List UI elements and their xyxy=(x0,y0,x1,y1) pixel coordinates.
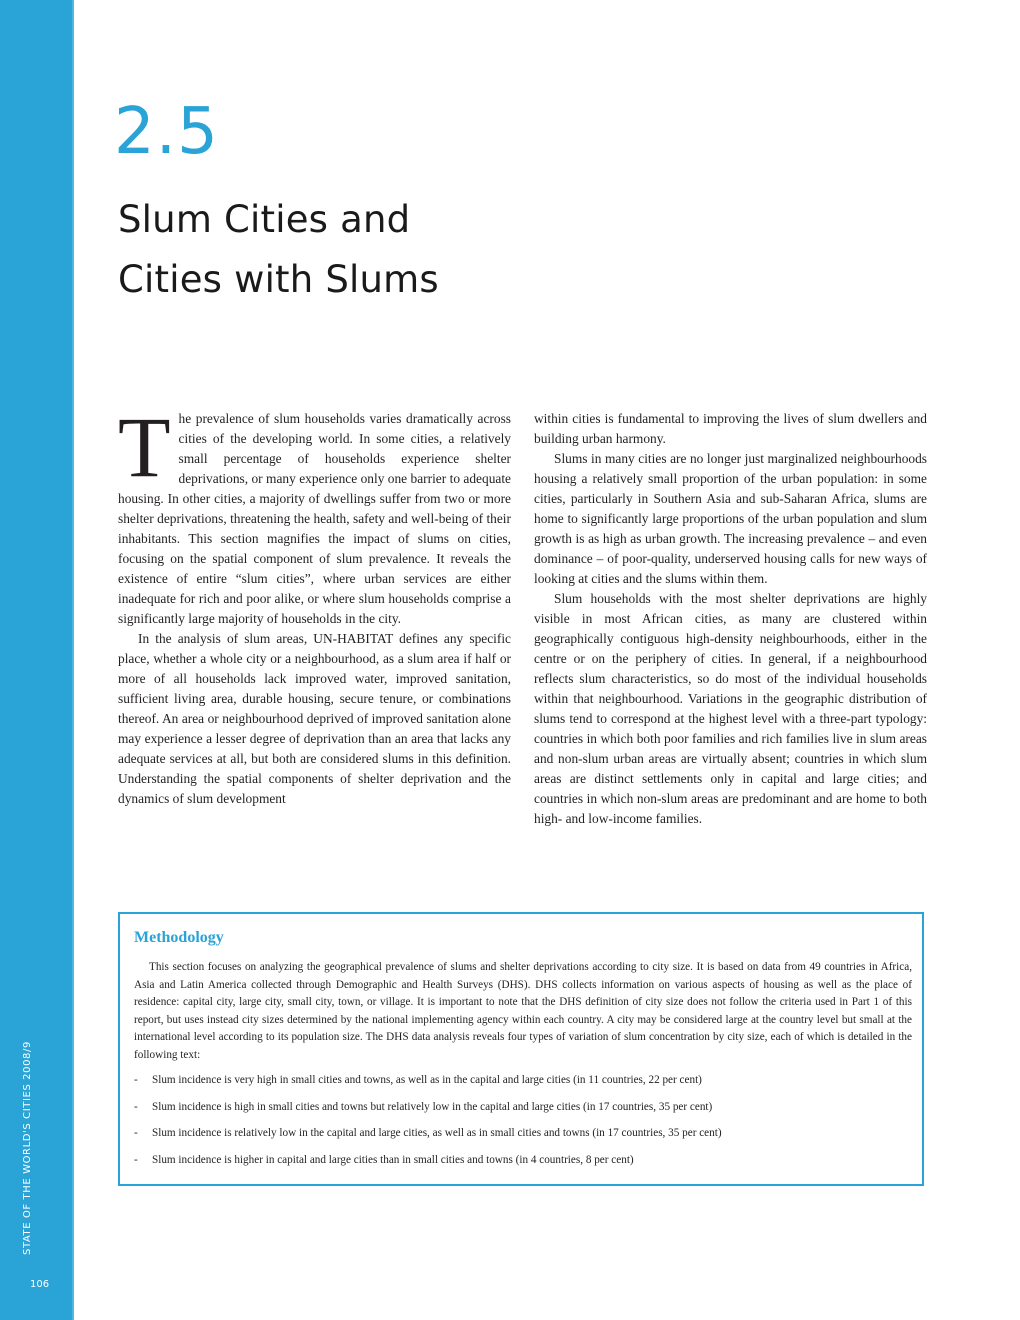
section-number: 2.5 xyxy=(114,95,219,169)
body-column-left xyxy=(118,399,511,809)
list-dash: - xyxy=(134,1100,138,1113)
body-paragraph: within cities is fundamental to improving the lives of slum dwellers and building urban harmony. xyxy=(534,411,927,446)
list-dash: - xyxy=(134,1127,138,1139)
running-title: STATE OF THE WORLD'S CITIES 2008/9 xyxy=(22,1041,33,1255)
chapter-sidebar xyxy=(0,0,74,1320)
drop-cap: T xyxy=(118,399,171,495)
body-paragraph: Slum households with the most shelter deprivations are highly visible in most African cities, as many are clustered within geographically contiguous high-density neighbourhoods, either in the centre or on the periphery of cities. In general, if a neighbourhood reflects slum characteristics, so do most of the individual households within that neighbourhood. Variations in the geographic distribution of slums tend to correspond at the highest level with a three-part typology: countries in which both poor families and rich families live in slum areas and non-slum urban areas are virtually absent; countries in which slum areas are distinct settlements only in capital and large cities; and countries in which non-slum areas are predominant and are home to both high- and low-income families. xyxy=(534,591,927,826)
list-item xyxy=(134,1099,912,1117)
section-title-line-2: Cities with Slums xyxy=(118,258,439,301)
body-paragraph-text: he prevalence of slum households varies dramatically across cities of the developing world. In some cities, a relatively small percentage of households experience shelter deprivations, or many experience only one barrier to adequate housing. In other cities, a majority of dwellings suffer from two or more shelter deprivations, threatening the health, safety and well-being of their inhabitants. This section magnifies the impact of slums on cities, focusing on the spatial component of slum prevalence. It reveals the existence of entire “slum cities”, where urban services are either inadequate for rich and poor alike, or where slum households comprise a significantly large majority of households in the city. xyxy=(118,411,511,626)
list-dash: - xyxy=(134,1153,138,1166)
list-dash: - xyxy=(134,1074,138,1086)
methodology-text: This section focuses on analyzing the geographical prevalence of slums and shelter deprivations according to city size. It is based on data from 49 countries in Africa, Asia and Latin America collected through Demographic and Health Surveys (DHS). DHS collects information on various aspects of housing as well as the place of residence: capital city, large city, small city, town, or village. It is important to note that the DHS definition of city size does not follow the criteria used in Part 1 of this report, but uses instead city sizes determined by the national implementing agency within each country. A city may be considered large at the country level but small at the international level according to its population size. The DHS data analysis reveals four types of variation of slum concentration by city size, each of which is detailed in the following text: xyxy=(134,961,912,1061)
methodology-list xyxy=(134,1072,912,1169)
list-item xyxy=(134,1152,912,1170)
list-item xyxy=(134,1125,912,1143)
list-item-text: Slum incidence is high in small cities and towns but relatively low in the capital and large cities (in 17 countries, 35 per cent) xyxy=(152,1100,713,1113)
body-column-right xyxy=(534,409,927,829)
methodology-box xyxy=(118,912,924,1186)
section-title xyxy=(118,190,439,310)
body-paragraph: Slums in many cities are no longer just marginalized neighbourhoods housing a relatively small proportion of the urban population: in some cities, particularly in Southern Asia and sub-Saharan Africa, slums are home to significantly large proportions of the urban population and slum growth is as high as urban growth. The increasing prevalence – and even dominance – of poor-quality, underserved housing calls for new ways of looking at cities and the slums within them. xyxy=(534,451,927,586)
body-paragraph: In the analysis of slum areas, UN-HABITAT defines any specific place, whether a whole city or a neighbourhood, as a slum area if half or more of all households lack improved water, improved sanitation, sufficient living area, durable housing, secure tenure, or combinations thereof. An area or neighbourhood deprived of improved sanitation alone may experience a lesser degree of deprivation than an area that lacks any adequate services at all, but both are considered slums in this definition. Understanding the spatial components of shelter deprivation and the dynamics of slum development xyxy=(118,631,511,806)
list-item-text: Slum incidence is relatively low in the capital and large cities, as well as in small cities and towns (in 17 countries, 35 per cent) xyxy=(152,1127,722,1139)
list-item-text: Slum incidence is very high in small cities and towns, as well as in the capital and large cities (in 11 countries, 22 per cent) xyxy=(152,1074,702,1086)
methodology-title: Methodology xyxy=(134,929,224,946)
list-item xyxy=(134,1072,912,1090)
body-paragraph xyxy=(118,399,511,629)
methodology-body xyxy=(134,959,912,1178)
page-number: 106 xyxy=(30,1279,50,1290)
section-title-line-1: Slum Cities and xyxy=(118,198,411,241)
sidebar-rule xyxy=(72,0,74,1320)
list-item-text: Slum incidence is higher in capital and large cities than in small cities and towns (in 4 countries, 8 per cent) xyxy=(152,1153,634,1166)
